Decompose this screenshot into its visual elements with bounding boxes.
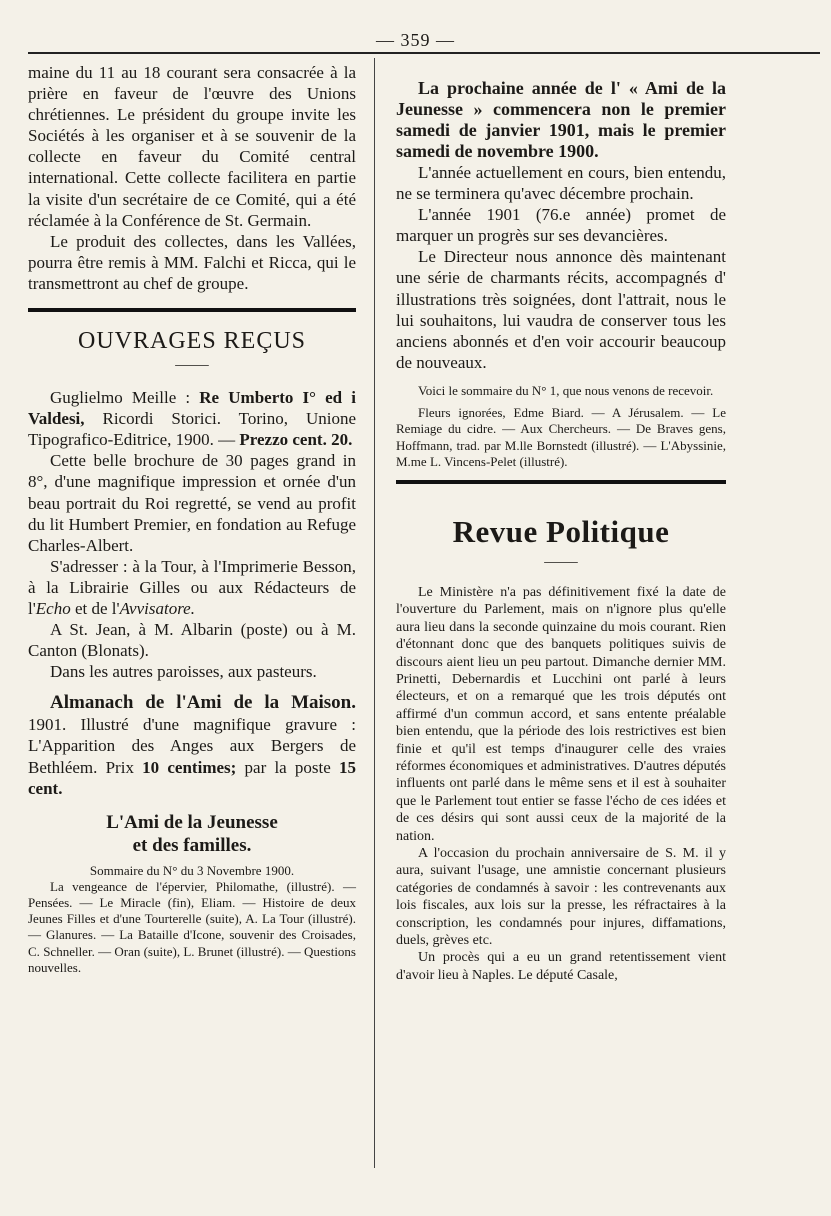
revue-ornament: ⸻ — [543, 554, 579, 570]
almanach-title: Almanach de l'Ami de la Maison. — [50, 692, 356, 714]
section-title-ouvrages: OUVRAGES REÇUS — [77, 328, 307, 355]
book1-address-1 — [28, 556, 356, 619]
book1-address-3: Dans les autres paroisses, aux pasteurs. — [50, 662, 317, 682]
book1-rest: Ricordi Storici. Torino, Unione Tipografico-Editrice, 1900. — — [28, 409, 356, 450]
page-number: — 359 — — [376, 30, 455, 50]
left-column — [28, 62, 356, 976]
collectes-paragraph: Le produit des collectes, dans les Vallées, pourra être remis à MM. Falchi et Ricca, qui le transmettront au chef de groupe. — [28, 231, 356, 293]
ami-title-1: L'Ami de la Jeunesse — [106, 811, 278, 833]
ami-sommaire: La vengeance de l'épervier, Philomathe, (illustré). — Pensées. — Le Miracle (fin), Eliam. — Histoire de deux Jeunes Filles et d'une Tourterelle (suite), A. La Tour (illustré). — Glanures. — La Bataille d'Icone, souvenir des Croisades, C. Schneller. — Oran (suite), L. Brunet (illustré). — Questions nouvelles. — [28, 878, 356, 975]
book1-description: Cette belle brochure de 30 pages grand in 8°, d'une magnifique impression et ornée d'un beau portrait du Roi regretté, se vend au profit du lit Humbert Premier, en fondation au Refuge Charles-Albert. — [28, 451, 356, 555]
right-column — [396, 78, 726, 984]
book1-entry — [28, 387, 356, 450]
avvisatore-name: Avvisatore. — [119, 598, 195, 618]
sommaire-intro: Voici le sommaire du N° 1, que nous venons de recevoir. — [418, 382, 714, 398]
ornament-divider: ⸻ — [174, 358, 210, 374]
almanach-price-2: 15 cent. — [28, 757, 357, 798]
section-rule — [28, 308, 356, 312]
almanach-entry — [28, 692, 356, 798]
right-p2: L'année 1901 (76.e année) promet de marquer un progrès sur ses devancières. — [396, 205, 726, 246]
right-p1: L'année actuellement en cours, bien entendu, ne se terminera qu'avec décembre prochain. — [396, 163, 726, 204]
sommaire-list: Fleurs ignorées, Edme Biard. — A Jérusalem. — Le Remiage du cidre. — Aux Chercheurs. — De Braves gens, Hoffmann, trad. par M.lle Bornstedt (illustré). — L'Abyssinie, M.me L. Vincens-Pelet (illustré). — [396, 405, 726, 469]
revue-rule — [396, 480, 726, 484]
book1-title: Re Umberto I° ed i Valdesi, — [28, 388, 356, 429]
almanach-text: 1901. Illustré d'une magnifique gravure : L'Apparition des Anges aux Bergers de Bethléem. Prix — [28, 715, 356, 777]
book1-address-1-mid: et de l' — [70, 598, 120, 618]
echo-name: Echo — [35, 598, 71, 618]
book1-address-1-text: S'adresser : à la Tour, à l'Imprimerie Besson, à la Librairie Gilles ou aux Rédacteurs de l' — [28, 556, 356, 618]
right-p3: Le Directeur nous annonce dès maintenant une série de charmants récits, accompagnés d' illustrations très soignées, dont l'attrait, nous le lui souhaitons, lui vaudra de conserver tous les anciens abonnés et d'en voir accourir beaucoup de nouveaux. — [396, 247, 726, 372]
top-rule — [28, 52, 820, 54]
revue-p3: Un procès qui a eu un grand retentissement vient d'avoir lieu à Naples. Le député Casale, — [396, 950, 726, 983]
almanach-post: par la poste — [244, 757, 331, 777]
revue-p2: A l'occasion du prochain anniversaire de S. M. il y aura, suivant l'usage, une amnistie concernant plusieurs catégories de condamnés à savoir : les contrevenants aux lois fiscales, aux lois sur la presse, les réfractaires à la conscription, les condamnés pour injures, diffamations, duels, grèves etc. — [396, 846, 726, 949]
book1-address-2: A St. Jean, à M. Albarin (poste) ou à M. Canton (Blonats). — [28, 620, 356, 661]
revue-title: Revue Politique — [452, 513, 670, 549]
revue-p1: Le Ministère n'a pas définitivement fixé la date de l'ouverture du Parlement, mais on n'ignore plus qu'elle aura lieu dans la seconde quinzaine du mois courant. Rien d'étonnant donc que des banquets politiques suivis de discours aient lieu un peu partout. Dimanche dernier MM. Prinetti, Debernardis et Lucchini ont parlé à leurs électeurs, et on a remarqué que les trois députés ont affirmé d'un commun accord, et sans entente préalable bien entendu, que la période des lois restrictives est bien finie et qu'il est temps d'inaugurer celle des vraies réformes économiques et administratives. D'autres députés influents ont parlé dans le même sens et il est à souhaiter que le Parlement tout entier se fasse l'écho de ces idées et de ces désirs qui sont aussi ceux de la majorité de la nation. — [396, 584, 726, 844]
ami-title-2: et des familles. — [132, 834, 252, 856]
book1-author: Guglielmo Meille : — [50, 388, 191, 408]
almanach-price-1: 10 centimes; — [142, 757, 237, 777]
column-divider — [374, 58, 375, 1168]
intro-paragraph: maine du 11 au 18 courant sera consacrée à la prière en faveur de l'œuvre des Unions chrétiennes. Le président du groupe invite les Sociétés à les organiser et à se souvenir de la collecte en faveur du Comité central international. Cette collecte facilitera en partie la visite d'un secrétaire de ce Comité, qui a été réclamée à la Conférence de St. Germain. — [28, 63, 356, 230]
announce-paragraph: La prochaine année de l' « Ami de la Jeunesse » commencera non le premier samedi de janvier 1901, mais le premier samedi de novembre 1900. — [396, 78, 726, 161]
ami-sommaire-head: Sommaire du N° du 3 Novembre 1900. — [89, 862, 295, 878]
book1-price: Prezzo cent. 20. — [239, 430, 353, 450]
